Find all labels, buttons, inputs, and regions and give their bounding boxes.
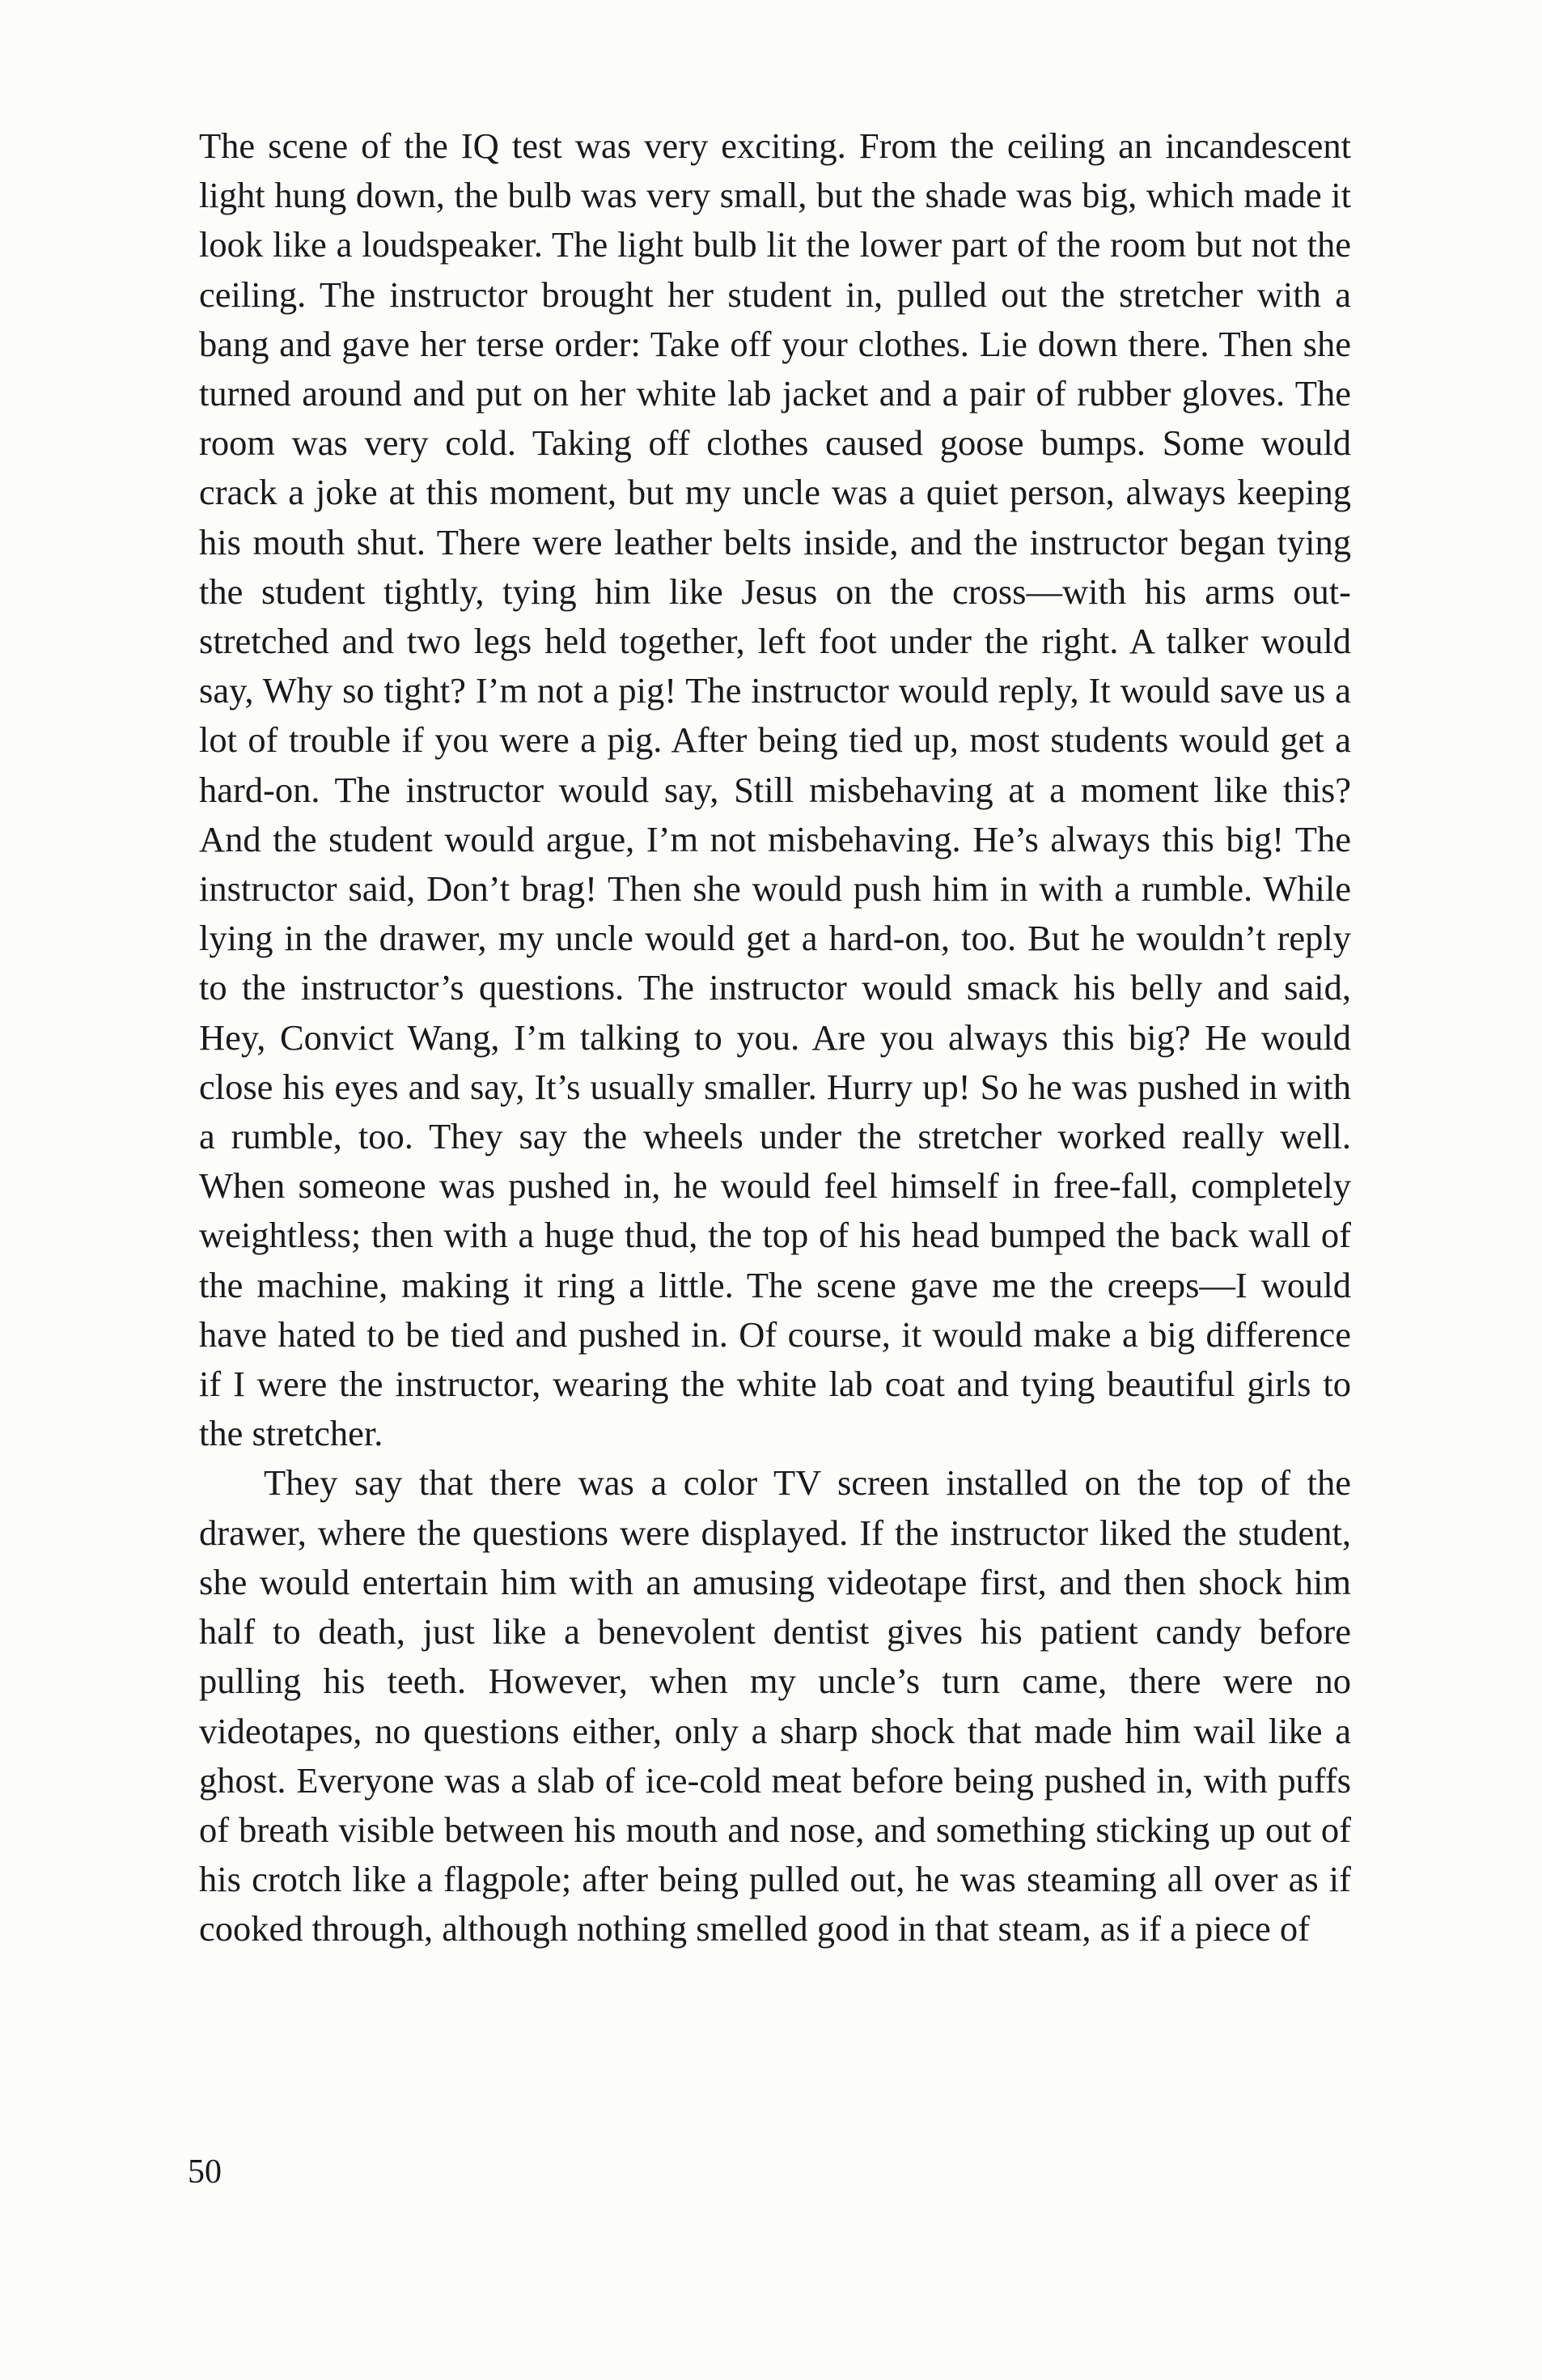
page-number: 50: [188, 2153, 222, 2191]
paragraph-color-tv-screen: They say that there was a color TV screen installed on the top of the drawer, where the questions were displayed. If the instructor liked the student, she would entertain him with an amusing videotape first, and then shock him half to death, just like a benevolent dentist gives his patient candy before pulling his teeth. However, when my uncle’s turn came, there were no videotapes, no questions either, only a sharp shock that made him wail like a ghost. Everyone was a slab of ice-cold meat before being pushed in, with puffs of breath visible between his mouth and nose, and something sticking up out of his crotch like a flagpole; after being pulled out, he was steaming all over as if cooked through, although nothing smelled good in that steam, as if a piece of: [199, 1462, 1351, 1949]
body-text: [199, 121, 1351, 1954]
paragraph-iq-test-scene: The scene of the IQ test was very exciting. From the ceiling an incandescent light hung down, the bulb was very small, but the shade was big, which made it look like a loudspeaker. The light bulb lit the lower part of the room but not the ceiling. The instructor brought her student in, pulled out the stretcher with a bang and gave her terse order: Take off your clothes. Lie down there. Then she turned around and put on her white lab jacket and a pair of rubber gloves. The room was very cold. Taking off clothes caused goose bumps. Some would crack a joke at this moment, but my uncle was a quiet person, always keeping his mouth shut. There were leather belts inside, and the instructor began tying the student tightly, tying him like Jesus on the cross—with his arms outstretched and two legs held together, left foot under the right. A talker would say, Why so tight? I’m not a pig! The instructor would reply, It would save us a lot of trouble if you were a pig. After being tied up, most students would get a hard-on. The instructor would say, Still misbehaving at a moment like this? And the student would argue, I’m not misbehaving. He’s always this big! The instructor said, Don’t brag! Then she would push him in with a rumble. While lying in the drawer, my uncle would get a hard-on, too. But he wouldn’t reply to the instructor’s questions. The instructor would smack his belly and said, Hey, Convict Wang, I’m talking to you. Are you always this big? He would close his eyes and say, It’s usually smaller. Hurry up! So he was pushed in with a rumble, too. They say the wheels under the stretcher worked really well. When someone was pushed in, he would feel himself in free-fall, completely weightless; then with a huge thud, the top of his head bumped the back wall of the machine, making it ring a little. The scene gave me the creeps—I would have hated to be tied and pushed in. Of course, it would make a big difference if I were the instructor, wearing the white lab coat and tying beautiful girls to the stretcher.: [199, 125, 1351, 1454]
